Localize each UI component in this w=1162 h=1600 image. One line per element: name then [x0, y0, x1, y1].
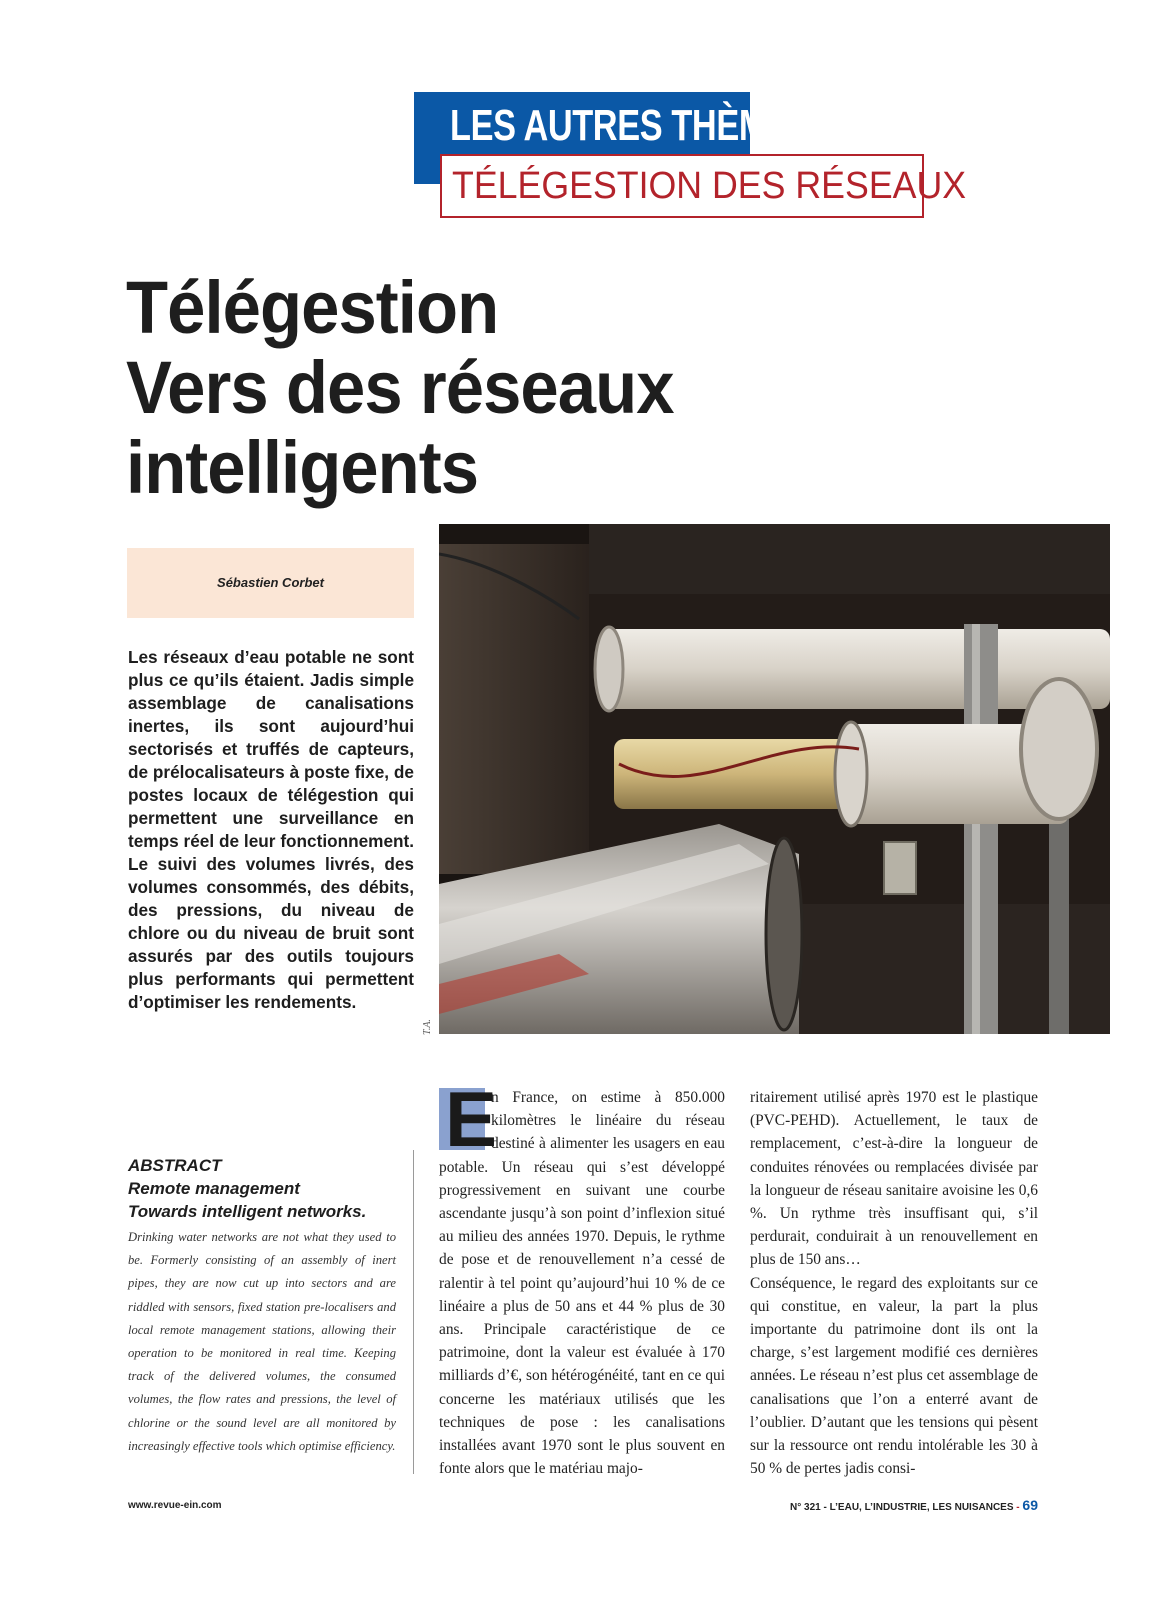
body-paragraph-2: Conséquence, le regard des exploitants sur ce qui constitue, en valeur, la part la plus importante du patrimoine dont ils ont la charge, s’est largement modifié ces dernières années. Le réseau n’est plus cet assemblage de canalisations que l’on a enterré avant de l’oublier. D’autant que les tensions qui pèsent sur la ressource ont rendu intolérable les 30 à 50 % de pertes jadis consi- — [750, 1274, 1038, 1478]
pipes-illustration — [439, 524, 1110, 1034]
section-label: LES AUTRES THÈMES — [450, 101, 813, 150]
footer-issue-text: N° 321 - L’EAU, L’INDUSTRIE, LES NUISANCES — [790, 1502, 1014, 1513]
footer-website: www.revue-ein.com — [128, 1500, 222, 1511]
abstract-title-1: Remote management — [128, 1179, 300, 1198]
column-divider — [413, 1150, 414, 1474]
section-subtitle: TÉLÉGESTION DES RÉSEAUX — [452, 165, 967, 207]
body-paragraph-1: ritairement utilisé après 1970 est le plastique (PVC-PEHD). Actuellement, le taux de remplacement, c’est-à-dire la longueur de conduites rénovées ou remplacées divisée par la longueur de réseau sanitaire avoisine les 0,6 %. Un rythme très insuffisant qui, s’il perdurait, conduirait à un renouvellement en plus de 150 ans… — [750, 1089, 1038, 1269]
abstract-label: ABSTRACT — [128, 1156, 222, 1175]
footer-separator: - — [1016, 1502, 1020, 1513]
footer-issue — [720, 1497, 1038, 1513]
body-column-2 — [750, 1086, 1038, 1480]
body-text-col1: n France, on estime à 850.000 kilomètres le linéaire du réseau destiné à alimenter les usagers en eau potable. Un réseau qui s’est développé progressivement en suivant une courbe ascendante jusqu’à son point d’inflexion situé au milieu des années 1970. Depuis, le rythme de pose et de renouvellement n’a cessé de ralentir à tel point qu’aujourd’hui 10 % de ce linéaire a plus de 50 ans et 44 % plus de 30 ans. Principale caractéristique de ce patrimoine, dont la valeur est évaluée à 170 milliards d’€, son hétérogénéité, tant en ce qui concerne les matériaux utilisés que les techniques de pose : les canalisations installées avant 1970 sont le plus souvent en fonte alors que le matériau majo- — [439, 1089, 725, 1478]
abstract-title-2: Towards intelligent networks. — [128, 1202, 367, 1221]
abstract-body: Drinking water networks are not what they used to be. Formerly consisting of an assembly of inert pipes, they are now cut up into sectors and are riddled with sensors, fixed station pre-localisers and local remote management stations, allowing their operation to be monitored in real time. Keeping track of the delivered volumes, the consumed volumes, the flow rates and pressions, the level of chlorine or the sound level are all monitored by increasingly effective tools which optimise efficiency. — [128, 1230, 396, 1453]
page-number: 69 — [1022, 1497, 1038, 1513]
title-line-2: Vers des réseaux — [126, 346, 674, 429]
article-title — [126, 268, 886, 508]
title-line-3: intelligents — [126, 426, 479, 509]
body-column-1 — [439, 1075, 725, 1480]
photo-credit: T.A. — [422, 1019, 433, 1035]
lead-paragraph: Les réseaux d’eau potable ne sont plus ce qu’ils étaient. Jadis simple assemblage de canalisations inertes, ils sont aujourd’hui sectorisés et truffés de capteurs, de prélocalisateurs à poste fixe, de postes locaux de télégestion qui permettent une surveillance en temps réel de leur fonctionnement. Le suivi des volumes livrés, des volumes consommés, des débits, des pressions, du niveau de chlore ou du niveau de bruit sont assurés par des outils toujours plus performants qui permettent d’optimiser les rendements. — [128, 647, 414, 1012]
dropcap — [439, 1075, 498, 1163]
author-name: Sébastien Corbet — [217, 575, 324, 590]
pipes-photo — [439, 524, 1110, 1034]
title-line-1: Télégestion — [126, 266, 499, 349]
dropcap-letter: E — [445, 1075, 498, 1163]
abstract-header — [128, 1154, 398, 1223]
